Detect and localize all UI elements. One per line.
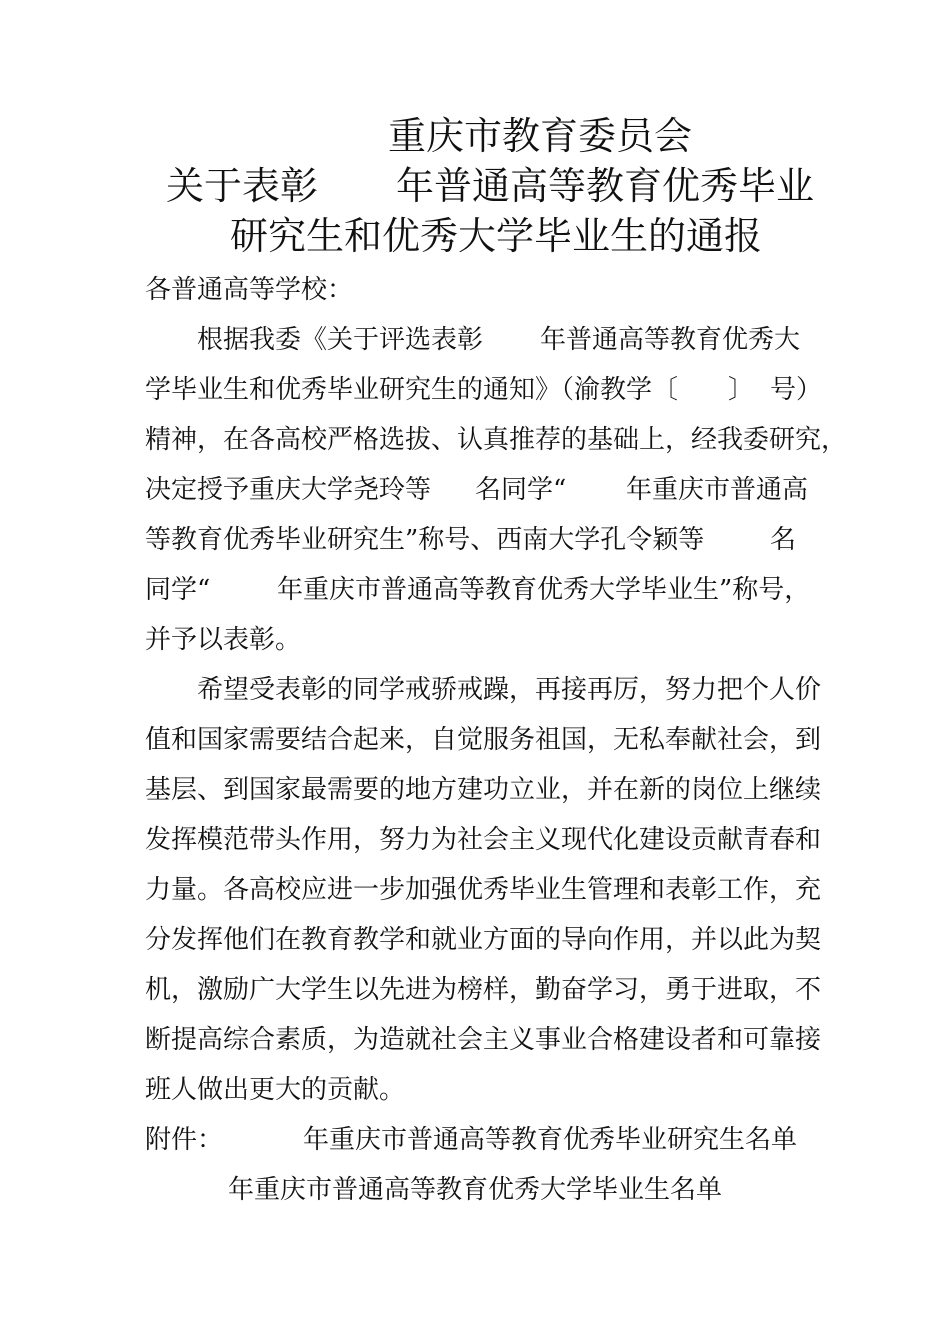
para2-line5: 力量。各高校应进一步加强优秀毕业生管理和表彰工作，充 <box>145 875 822 905</box>
para1-line5b: 名 <box>770 525 797 555</box>
attachment-item-1: 年重庆市普通高等教育优秀毕业研究生名单 <box>303 1125 798 1155</box>
attachment-item-2: 年重庆市普通高等教育优秀大学毕业生名单 <box>228 1175 723 1205</box>
para2-line4: 发挥模范带头作用，努力为社会主义现代化建设贡献青春和 <box>145 825 822 855</box>
para1-line3: 精神，在各高校严格选拔、认真推荐的基础上，经我委研究， <box>145 425 848 455</box>
title-line-2b: 年普通高等教育优秀毕业 <box>396 164 815 208</box>
para2-line6: 分发挥他们在教育教学和就业方面的导向作用，并以此为契 <box>145 925 822 955</box>
para1-line4b: 名同学“ <box>475 475 567 505</box>
title-line-2a: 关于表彰 <box>166 164 319 208</box>
para1-line7: 并予以表彰。 <box>145 625 302 655</box>
para2-line1: 希望受表彰的同学戒骄戒躁，再接再厉，努力把个人价 <box>197 675 822 705</box>
para1-line1a: 根据我委《关于评选表彰 <box>197 325 484 355</box>
para1-line6b: 年重庆市普通高等教育优秀大学毕业生”称号， <box>277 575 811 605</box>
title-line-1: 重庆市教育委员会 <box>388 114 693 158</box>
salutation: 各普通高等学校： <box>145 275 354 305</box>
para1-line2c: 号） <box>770 375 823 405</box>
para2-line2: 值和国家需要结合起来，自觉服务祖国，无私奉献社会，到 <box>145 725 822 755</box>
para2-line8: 断提高综合素质，为造就社会主义事业合格建设者和可靠接 <box>145 1025 822 1055</box>
para1-line4c: 年重庆市普通高 <box>626 475 809 505</box>
para1-line2b: 〕 <box>728 375 755 405</box>
para2-line3: 基层、到国家最需要的地方建功立业，并在新的岗位上继续 <box>145 775 822 805</box>
para2-line9: 班人做出更大的贡献。 <box>145 1075 406 1105</box>
para1-line1b: 年普通高等教育优秀大 <box>540 325 801 355</box>
para1-line6a: 同学“ <box>145 575 211 605</box>
para2-line7: 机，激励广大学生以先进为榜样，勤奋学习，勇于进取，不 <box>145 975 822 1005</box>
para1-line5a: 等教育优秀毕业研究生”称号、西南大学孔令颖等 <box>145 525 705 555</box>
title-line-3: 研究生和优秀大学毕业生的通报 <box>230 214 763 258</box>
para1-line2a: 学毕业生和优秀毕业研究生的通知》（渝教学〔 <box>145 375 679 405</box>
para1-line4a: 决定授予重庆大学尧玲等 <box>145 475 432 505</box>
attachment-label: 附件： <box>145 1125 224 1155</box>
